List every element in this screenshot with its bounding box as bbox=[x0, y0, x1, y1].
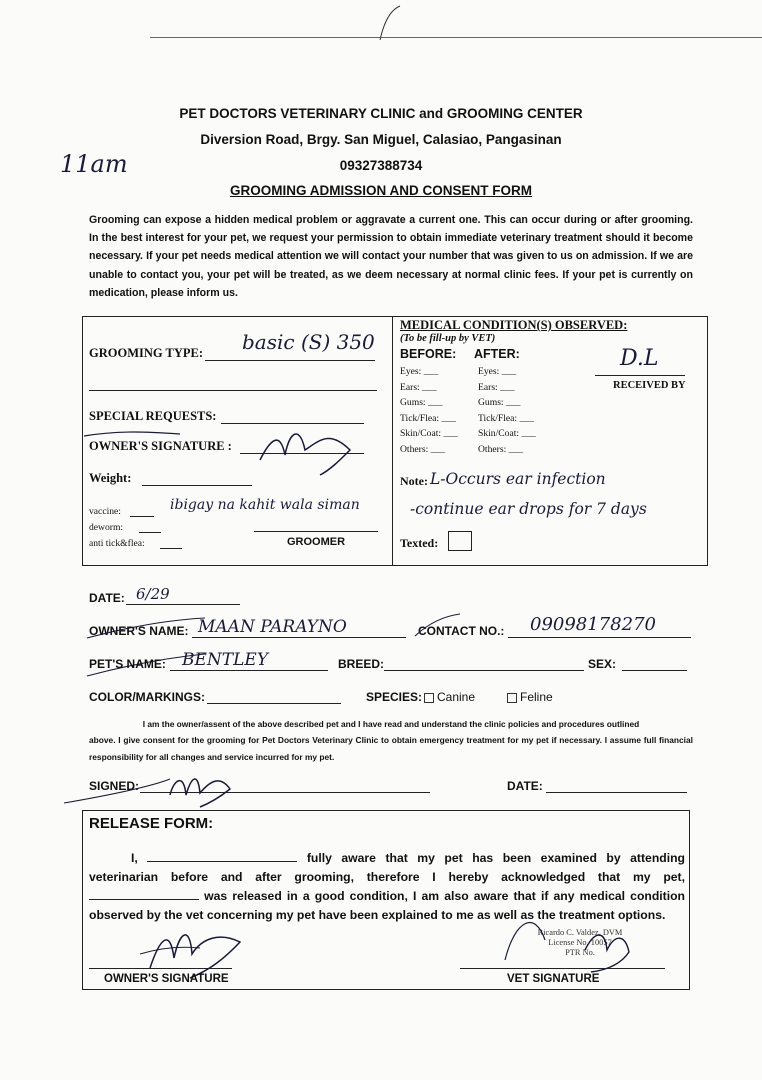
after-label: AFTER: bbox=[474, 347, 520, 361]
texted-checkbox[interactable] bbox=[448, 531, 472, 551]
before-others[interactable]: Others: ___ bbox=[400, 443, 446, 455]
species-label: SPECIES: bbox=[366, 690, 423, 704]
date-label: DATE: bbox=[89, 591, 125, 605]
canine-label: Canine bbox=[437, 690, 476, 704]
sex-line[interactable] bbox=[622, 670, 687, 671]
release-title: RELEASE FORM: bbox=[89, 815, 214, 832]
signed-label: SIGNED: bbox=[89, 779, 140, 793]
color-line[interactable] bbox=[207, 703, 341, 704]
color-label: COLOR/MARKINGS: bbox=[89, 690, 205, 704]
release-vet-sig-label: VET SIGNATURE bbox=[507, 973, 600, 985]
contact-label: CONTACT NO.: bbox=[418, 624, 505, 638]
grooming-type-value: basic (S) 350 bbox=[242, 330, 375, 354]
note-line-2: -continue ear drops for 7 days bbox=[410, 500, 647, 518]
pet-name-value: BENTLEY bbox=[182, 650, 269, 670]
feline-checkbox[interactable] bbox=[507, 693, 517, 703]
anti-tick-line[interactable] bbox=[160, 548, 182, 549]
contact-line[interactable] bbox=[508, 637, 691, 638]
medical-title: MEDICAL CONDITION(S) OBSERVED: bbox=[400, 318, 628, 332]
breed-label: BREED: bbox=[338, 657, 385, 671]
note-line-1: L-Occurs ear infection bbox=[430, 470, 606, 488]
date-line[interactable] bbox=[126, 604, 240, 605]
special-requests-label: SPECIAL REQUESTS: bbox=[89, 409, 217, 423]
time-note: 11am bbox=[60, 150, 128, 178]
grooming-type-line[interactable] bbox=[205, 360, 375, 361]
stamp-license: License No. 10057 bbox=[548, 938, 612, 947]
species-canine[interactable] bbox=[424, 690, 475, 704]
owner-name-value: MAAN PARAYNO bbox=[198, 617, 347, 637]
box-divider bbox=[392, 316, 393, 566]
vaccine-label: vaccine: bbox=[89, 506, 121, 517]
before-tick[interactable]: Tick/Flea: ___ bbox=[400, 412, 456, 424]
before-label: BEFORE: bbox=[400, 347, 457, 361]
contact-value: 09098178270 bbox=[530, 614, 656, 635]
consent-date-line[interactable] bbox=[546, 792, 687, 793]
release-owner-sig-label: OWNER'S SIGNATURE bbox=[104, 973, 229, 985]
release-text-a: fully aware that my pet has been examined by attending veterinarian before and after grooming, therefore I hereby acknowledged that my pet, bbox=[89, 851, 685, 884]
received-initials: D.L bbox=[620, 346, 659, 371]
top-scribble bbox=[370, 2, 410, 42]
sex-label: SEX: bbox=[588, 657, 617, 671]
release-text-b: was released in a good condition, I am also aware that if any medical condition observed by the vet concerning my pet have been explained to me as well as the treatment options. bbox=[89, 889, 685, 922]
top-scan-line bbox=[150, 37, 762, 38]
before-gums[interactable]: Gums: ___ bbox=[400, 397, 443, 409]
stamp-ptr: PTR No. bbox=[565, 948, 595, 957]
after-items bbox=[478, 364, 536, 458]
deworm-label: deworm: bbox=[89, 522, 124, 533]
before-items bbox=[400, 364, 458, 458]
clinic-address: Diversion Road, Brgy. San Miguel, Calasiao, Pangasinan bbox=[200, 132, 562, 147]
vet-signature-scribble bbox=[495, 900, 645, 980]
before-skin[interactable]: Skin/Coat: ___ bbox=[400, 428, 458, 440]
deworm-line[interactable] bbox=[139, 532, 161, 533]
consent-text-2: above. I give consent for the grooming for Pet Doctors Veterinary Clinic to obtain emergency treatment for my pet if necessary. I assume full financial responsibility for all changes and service incurred for my pet. bbox=[89, 735, 693, 762]
clinic-phone: 09327388734 bbox=[339, 158, 423, 173]
stamp-name: Ricardo C. Valdez, DVM bbox=[537, 928, 623, 937]
release-name-blank[interactable] bbox=[147, 850, 297, 862]
texted-label: Texted: bbox=[400, 536, 439, 550]
species-feline[interactable] bbox=[507, 690, 553, 704]
after-tick[interactable]: Tick/Flea: ___ bbox=[478, 412, 534, 424]
anti-tick-label: anti tick&flea: bbox=[89, 538, 145, 549]
intro-paragraph: Grooming can expose a hidden medical problem or aggravate a current one. This can occur during or after grooming. In the best interest for your pet, we request your permission to obtain immediate veterinary treatment should it become necessary. If your pet needs medical attention we will contact your number that was given to us on admission. If we are unable to contact you, your pet will be treated, as we deem necessary at normal clinic fees. If your pet is currently on medication, please inform us. bbox=[89, 214, 693, 299]
after-others[interactable]: Others: ___ bbox=[478, 443, 524, 455]
after-eyes[interactable]: Eyes: ___ bbox=[478, 366, 517, 377]
breed-line[interactable] bbox=[384, 670, 584, 671]
owner-signature-label: OWNER'S SIGNATURE : bbox=[89, 439, 232, 453]
consent-date-label: DATE: bbox=[507, 779, 543, 793]
clinic-name: PET DOCTORS VETERINARY CLINIC and GROOMING CENTER bbox=[179, 106, 583, 121]
grooming-type-line-2[interactable] bbox=[89, 390, 377, 391]
vaccine-value: ibigay na kahit wala siman bbox=[170, 497, 360, 513]
groomer-line[interactable] bbox=[254, 531, 378, 532]
note-label: Note: bbox=[400, 474, 428, 488]
weight-label: Weight: bbox=[89, 471, 132, 485]
canine-checkbox[interactable] bbox=[424, 693, 434, 703]
grooming-type-label: GROOMING TYPE: bbox=[89, 346, 204, 360]
owner-name-label: OWNER'S NAME: bbox=[89, 624, 189, 638]
pet-name-line[interactable] bbox=[170, 670, 328, 671]
release-i-label: I, bbox=[131, 851, 138, 865]
feline-label: Feline bbox=[520, 690, 553, 704]
after-ears[interactable]: Ears: ___ bbox=[478, 381, 515, 393]
vaccine-line[interactable] bbox=[130, 516, 154, 517]
pet-name-label: PET'S NAME: bbox=[89, 657, 166, 671]
medical-subtitle: (To be fill-up by VET) bbox=[400, 333, 496, 344]
after-gums[interactable]: Gums: ___ bbox=[478, 397, 521, 409]
weight-line[interactable] bbox=[142, 485, 252, 486]
form-title: GROOMING ADMISSION AND CONSENT FORM bbox=[230, 183, 532, 198]
received-by-line[interactable] bbox=[595, 375, 685, 376]
groomer-label: GROOMER bbox=[287, 536, 346, 548]
after-skin[interactable]: Skin/Coat: ___ bbox=[478, 428, 536, 440]
consent-signature bbox=[60, 765, 260, 810]
consent-text-1: I am the owner/assent of the above described pet and I have read and understand the clinic policies and procedures outlined bbox=[142, 719, 640, 729]
before-ears[interactable]: Ears: ___ bbox=[400, 381, 437, 393]
date-value: 6/29 bbox=[136, 585, 170, 603]
before-eyes[interactable]: Eyes: ___ bbox=[400, 366, 439, 377]
release-pet-blank[interactable] bbox=[89, 888, 199, 900]
received-by-label: RECEIVED BY bbox=[613, 380, 686, 391]
